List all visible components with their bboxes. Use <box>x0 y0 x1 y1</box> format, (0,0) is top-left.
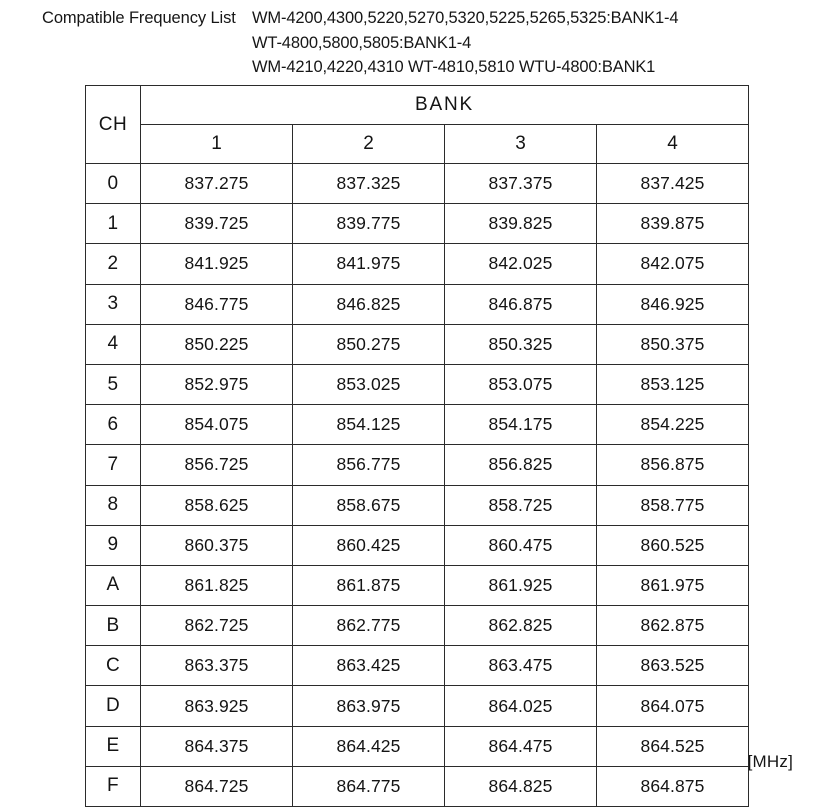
channel-cell: A <box>86 565 141 605</box>
channel-cell: 1 <box>86 204 141 244</box>
frequency-cell-bank-4: 850.375 <box>597 324 749 364</box>
table-row <box>86 284 749 324</box>
model-line-1: WM-4200,4300,5220,5270,5320,5225,5265,5325:BANK1-4 <box>252 9 679 27</box>
frequency-cell-bank-4: 864.525 <box>597 726 749 766</box>
frequency-cell-bank-3: 864.475 <box>445 726 597 766</box>
column-header-bank-2: 2 <box>293 125 445 164</box>
frequency-cell-bank-4: 864.075 <box>597 686 749 726</box>
column-header-bank-4: 4 <box>597 125 749 164</box>
frequency-cell-bank-2: 837.325 <box>293 164 445 204</box>
frequency-cell-bank-1: 863.925 <box>141 686 293 726</box>
frequency-cell-bank-2: 862.775 <box>293 606 445 646</box>
table-row <box>86 445 749 485</box>
frequency-cell-bank-3: 853.075 <box>445 364 597 404</box>
frequency-cell-bank-3: 863.475 <box>445 646 597 686</box>
table-row <box>86 244 749 284</box>
frequency-cell-bank-2: 864.425 <box>293 726 445 766</box>
channel-cell: F <box>86 766 141 806</box>
frequency-cell-bank-1: 864.725 <box>141 766 293 806</box>
frequency-cell-bank-3: 856.825 <box>445 445 597 485</box>
compatible-frequency-list-label: Compatible Frequency List <box>42 9 236 27</box>
table-header-row-bank-numbers <box>86 125 749 164</box>
table-row <box>86 726 749 766</box>
channel-cell: 2 <box>86 244 141 284</box>
frequency-cell-bank-2: 861.875 <box>293 565 445 605</box>
frequency-cell-bank-2: 864.775 <box>293 766 445 806</box>
channel-cell: 3 <box>86 284 141 324</box>
frequency-cell-bank-2: 839.775 <box>293 204 445 244</box>
channel-cell: D <box>86 686 141 726</box>
channel-cell: 8 <box>86 485 141 525</box>
frequency-cell-bank-3: 858.725 <box>445 485 597 525</box>
compatible-frequency-header <box>0 0 839 80</box>
frequency-cell-bank-1: 864.375 <box>141 726 293 766</box>
frequency-table <box>85 85 749 807</box>
table-row <box>86 686 749 726</box>
table-body <box>86 164 749 807</box>
frequency-cell-bank-3: 864.025 <box>445 686 597 726</box>
frequency-cell-bank-2: 854.125 <box>293 405 445 445</box>
frequency-cell-bank-1: 861.825 <box>141 565 293 605</box>
frequency-cell-bank-1: 860.375 <box>141 525 293 565</box>
frequency-cell-bank-1: 841.925 <box>141 244 293 284</box>
table-header-row-bank <box>86 86 749 125</box>
channel-cell: 7 <box>86 445 141 485</box>
frequency-cell-bank-1: 856.725 <box>141 445 293 485</box>
column-header-bank-3: 3 <box>445 125 597 164</box>
frequency-cell-bank-4: 846.925 <box>597 284 749 324</box>
frequency-cell-bank-4: 864.875 <box>597 766 749 806</box>
frequency-cell-bank-1: 863.375 <box>141 646 293 686</box>
frequency-cell-bank-2: 860.425 <box>293 525 445 565</box>
frequency-table-container <box>85 85 748 807</box>
channel-cell: 4 <box>86 324 141 364</box>
frequency-cell-bank-3: 837.375 <box>445 164 597 204</box>
frequency-cell-bank-1: 837.275 <box>141 164 293 204</box>
frequency-cell-bank-4: 842.075 <box>597 244 749 284</box>
model-list <box>252 6 678 80</box>
frequency-cell-bank-2: 858.675 <box>293 485 445 525</box>
frequency-cell-bank-4: 858.775 <box>597 485 749 525</box>
frequency-cell-bank-3: 850.325 <box>445 324 597 364</box>
column-header-bank: BANK <box>141 86 749 125</box>
frequency-cell-bank-2: 863.975 <box>293 686 445 726</box>
frequency-cell-bank-2: 846.825 <box>293 284 445 324</box>
unit-label: [MHz] <box>747 752 793 771</box>
channel-cell: 9 <box>86 525 141 565</box>
frequency-cell-bank-4: 853.125 <box>597 364 749 404</box>
frequency-cell-bank-4: 862.875 <box>597 606 749 646</box>
model-line-3: WM-4210,4220,4310 WT-4810,5810 WTU-4800:BANK1 <box>252 58 656 76</box>
channel-cell: E <box>86 726 141 766</box>
table-row <box>86 565 749 605</box>
frequency-cell-bank-2: 863.425 <box>293 646 445 686</box>
frequency-cell-bank-3: 860.475 <box>445 525 597 565</box>
table-row <box>86 164 749 204</box>
channel-cell: 5 <box>86 364 141 404</box>
frequency-cell-bank-2: 850.275 <box>293 324 445 364</box>
frequency-cell-bank-3: 864.825 <box>445 766 597 806</box>
table-row <box>86 525 749 565</box>
frequency-cell-bank-2: 853.025 <box>293 364 445 404</box>
frequency-cell-bank-1: 850.225 <box>141 324 293 364</box>
frequency-cell-bank-3: 842.025 <box>445 244 597 284</box>
frequency-cell-bank-4: 861.975 <box>597 565 749 605</box>
frequency-cell-bank-3: 862.825 <box>445 606 597 646</box>
table-header <box>86 86 749 164</box>
channel-cell: C <box>86 646 141 686</box>
frequency-cell-bank-1: 852.975 <box>141 364 293 404</box>
frequency-cell-bank-1: 854.075 <box>141 405 293 445</box>
frequency-cell-bank-3: 839.825 <box>445 204 597 244</box>
channel-cell: B <box>86 606 141 646</box>
table-row <box>86 606 749 646</box>
frequency-cell-bank-4: 863.525 <box>597 646 749 686</box>
table-row <box>86 766 749 806</box>
model-line-2: WT-4800,5800,5805:BANK1-4 <box>252 33 472 52</box>
table-row <box>86 485 749 525</box>
channel-cell: 0 <box>86 164 141 204</box>
table-row <box>86 646 749 686</box>
frequency-cell-bank-2: 856.775 <box>293 445 445 485</box>
table-row <box>86 324 749 364</box>
table-row <box>86 405 749 445</box>
frequency-cell-bank-4: 837.425 <box>597 164 749 204</box>
table-row <box>86 204 749 244</box>
frequency-cell-bank-1: 862.725 <box>141 606 293 646</box>
frequency-cell-bank-2: 841.975 <box>293 244 445 284</box>
channel-cell: 6 <box>86 405 141 445</box>
frequency-cell-bank-4: 854.225 <box>597 405 749 445</box>
frequency-cell-bank-1: 846.775 <box>141 284 293 324</box>
table-row <box>86 364 749 404</box>
frequency-cell-bank-4: 856.875 <box>597 445 749 485</box>
frequency-cell-bank-1: 839.725 <box>141 204 293 244</box>
column-header-ch: CH <box>86 86 141 164</box>
frequency-cell-bank-3: 846.875 <box>445 284 597 324</box>
frequency-cell-bank-3: 854.175 <box>445 405 597 445</box>
frequency-cell-bank-3: 861.925 <box>445 565 597 605</box>
frequency-cell-bank-4: 860.525 <box>597 525 749 565</box>
frequency-cell-bank-1: 858.625 <box>141 485 293 525</box>
frequency-cell-bank-4: 839.875 <box>597 204 749 244</box>
column-header-bank-1: 1 <box>141 125 293 164</box>
